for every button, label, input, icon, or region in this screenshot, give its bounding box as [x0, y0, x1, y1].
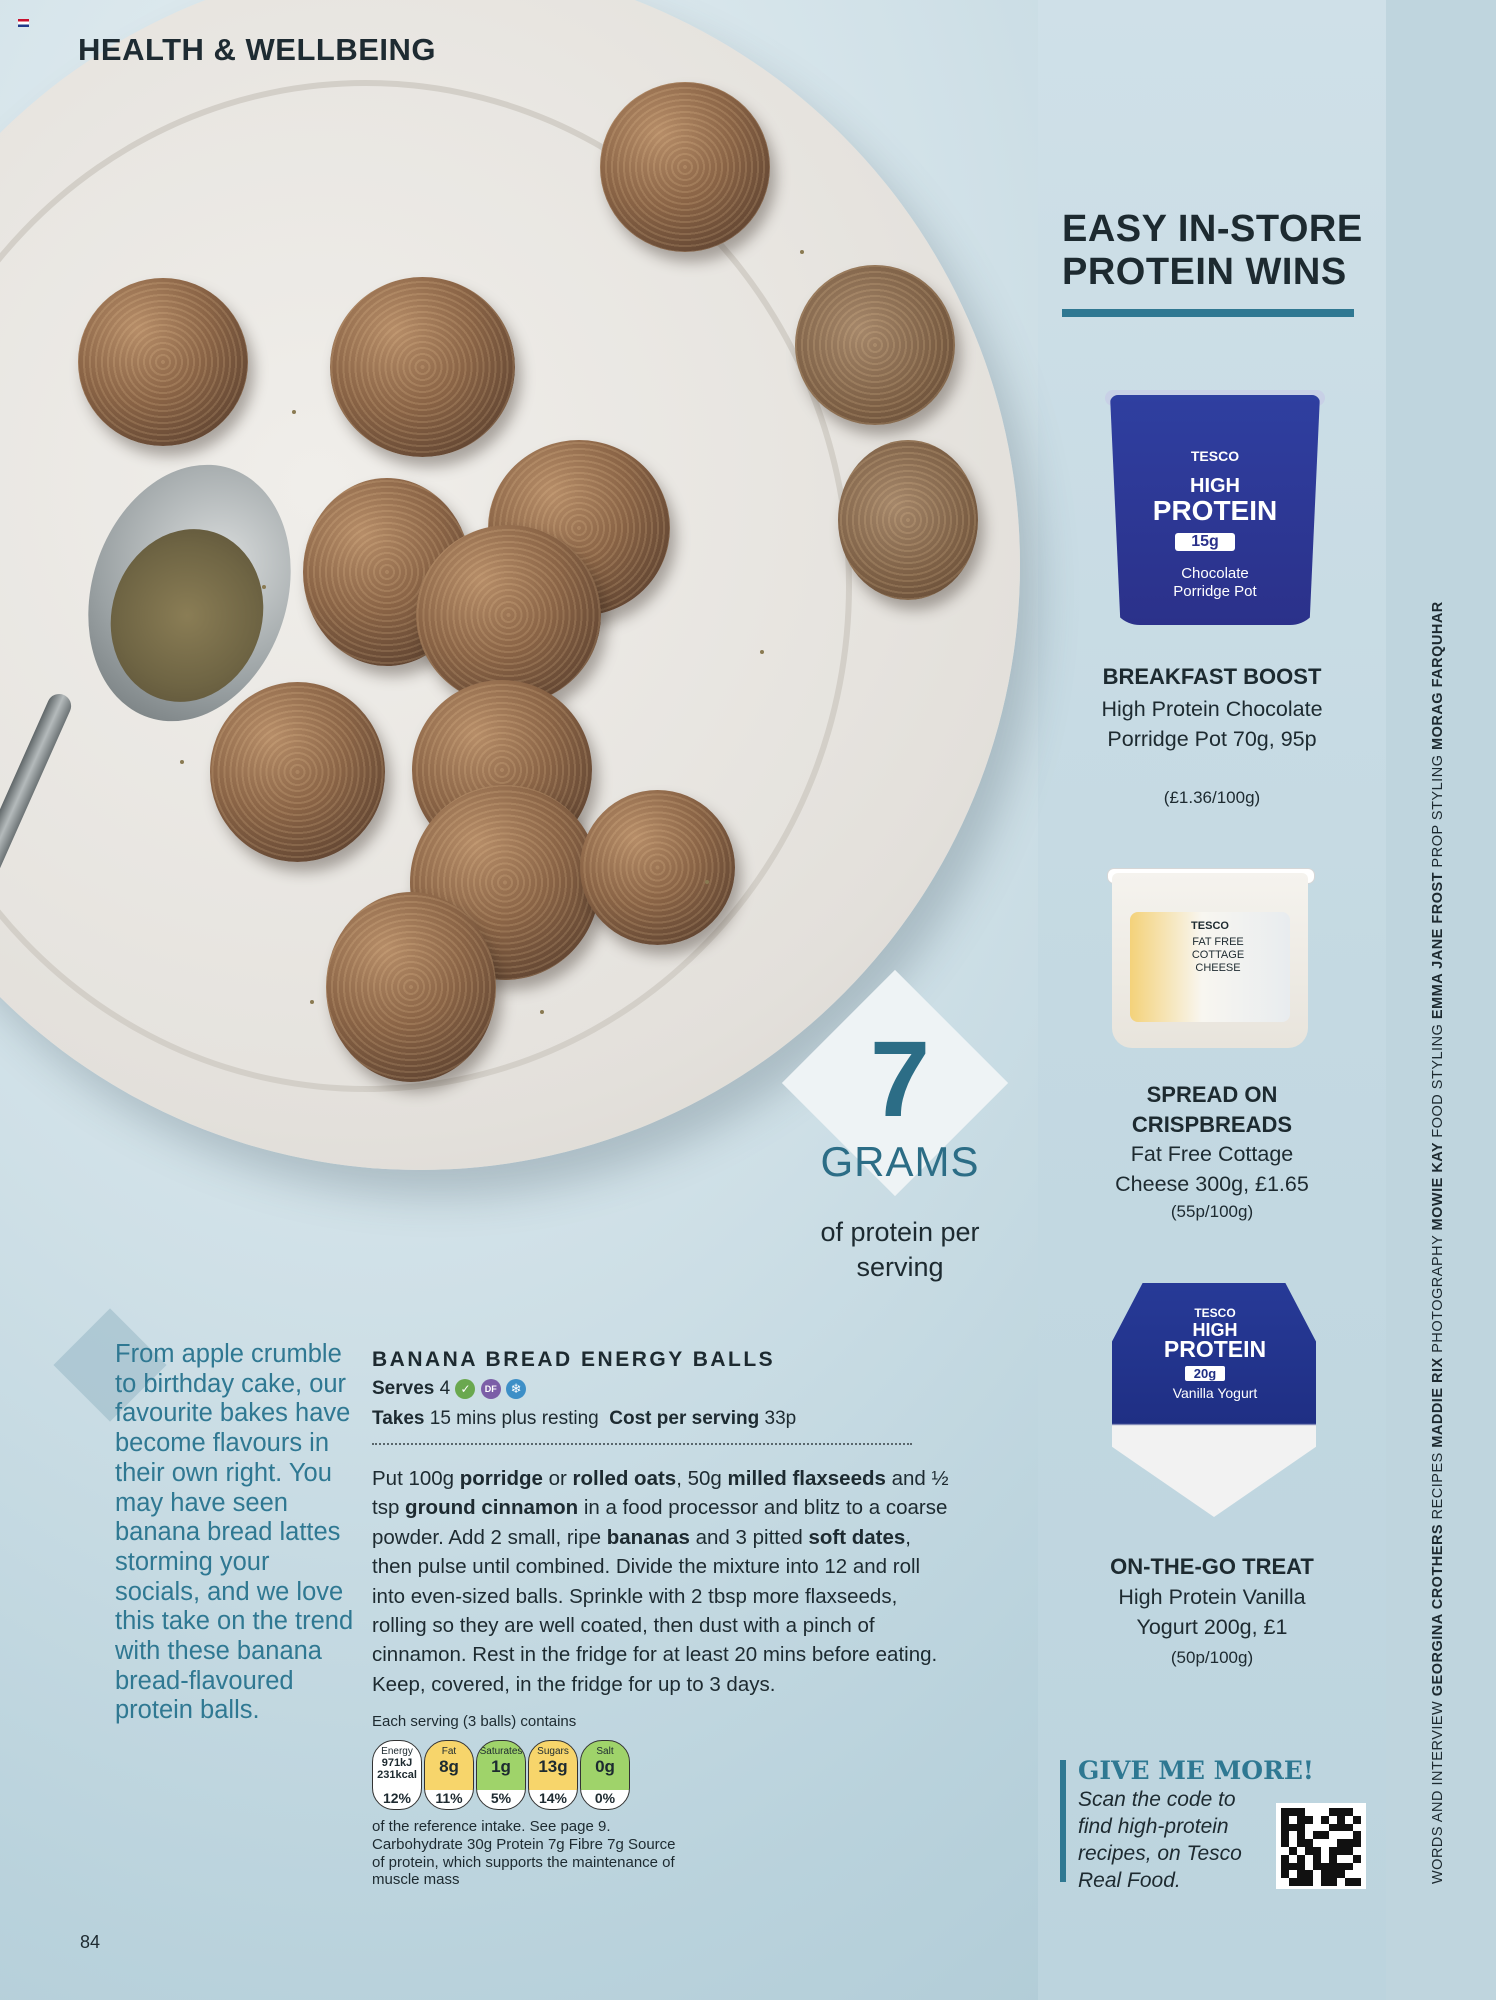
qr-module [1313, 1824, 1321, 1832]
pack-line1: HIGH [1192, 1320, 1238, 1340]
nutrition-label: Sugars [537, 1746, 569, 1757]
qr-module [1353, 1839, 1361, 1847]
more-title: GIVE ME MORE! [1078, 1756, 1314, 1785]
qr-module [1321, 1816, 1329, 1824]
energy-ball [600, 82, 770, 252]
qr-module [1281, 1863, 1289, 1871]
qr-code-pattern [1281, 1808, 1361, 1886]
qr-module [1329, 1824, 1337, 1832]
method-text: in a food processor and blitz to a coarse powder. Add 2 small, ripe [372, 1496, 948, 1549]
qr-module [1321, 1863, 1329, 1871]
energy-ball [78, 278, 248, 446]
qr-module [1353, 1816, 1361, 1824]
credit-role: FOOD STYLING [1430, 1019, 1446, 1138]
product-unit-price: (55p/100g) [1170, 1202, 1254, 1221]
page-number: 84 [80, 1932, 101, 1952]
qr-module [1321, 1870, 1329, 1878]
product-heading: BREAKFAST BOOST [1102, 664, 1322, 689]
qr-module [1353, 1863, 1361, 1871]
qr-module [1281, 1839, 1289, 1847]
more-accent-bar [1060, 1760, 1066, 1882]
method-text: Put 100g [372, 1467, 460, 1490]
pack-brand: TESCO [1190, 448, 1240, 464]
product-description: Fat Free Cottage Cheese 300g, £1.65 [1115, 1142, 1309, 1196]
qr-module [1297, 1839, 1305, 1847]
credit-role: WORDS AND INTERVIEW [1430, 1696, 1446, 1884]
qr-module [1321, 1831, 1329, 1839]
nutrition-percent: 12% [382, 1790, 412, 1806]
sidebar-title-rule [1062, 309, 1354, 317]
qr-module [1353, 1847, 1361, 1855]
nutrition-value: 0g [595, 1757, 615, 1776]
takes-value: 15 mins plus resting [429, 1408, 599, 1429]
nutrition-saturates [476, 1740, 526, 1810]
qr-module [1337, 1816, 1345, 1824]
nutrition-percent: 0% [594, 1790, 616, 1806]
intro-text: From apple crumble to birthday cake, our favourite bakes have become flavours in their own right. You may have seen banana bread lattes storming your socials, and we love this take on the trend with these banana bread-flavoured protein balls. [115, 1340, 354, 1725]
serves-label: Serves [372, 1378, 435, 1399]
product-heading: ON-THE-GO TREAT [1110, 1554, 1314, 1579]
qr-module [1289, 1878, 1297, 1886]
qr-module [1329, 1831, 1337, 1839]
recipe-divider [372, 1443, 912, 1445]
nutrition-traffic-lights [372, 1740, 632, 1810]
qr-module [1337, 1847, 1345, 1855]
qr-module [1313, 1863, 1321, 1871]
qr-module [1353, 1808, 1361, 1816]
nutrition-label: Saturates [479, 1746, 523, 1757]
qr-module [1281, 1816, 1289, 1824]
ingredient: bananas [606, 1525, 690, 1549]
qr-module [1337, 1855, 1345, 1863]
recipe-time-cost [372, 1408, 796, 1430]
qr-module [1289, 1855, 1297, 1863]
credit-role: PROP STYLING [1430, 750, 1446, 868]
ingredient: porridge [459, 1467, 543, 1490]
cost-value: 33p [764, 1408, 797, 1429]
qr-module [1337, 1863, 1345, 1871]
nutrition-percent: 11% [435, 1790, 463, 1806]
qr-module [1337, 1824, 1345, 1832]
qr-module [1329, 1839, 1337, 1847]
nutrition-value: 13g [538, 1757, 568, 1776]
qr-module [1305, 1863, 1313, 1871]
pack-line2: PROTEIN [1163, 1336, 1267, 1362]
energy-ball [210, 682, 385, 862]
qr-module [1297, 1816, 1305, 1824]
product-unit-price: (£1.36/100g) [1163, 788, 1261, 807]
qr-module [1313, 1816, 1321, 1824]
qr-module [1289, 1808, 1297, 1816]
qr-module [1345, 1878, 1353, 1886]
crumb [262, 585, 266, 589]
product-heading-line1: SPREAD ON [1146, 1082, 1278, 1107]
qr-module [1305, 1847, 1313, 1855]
qr-module [1329, 1863, 1337, 1871]
pack-flavour: Chocolate Porridge Pot [1173, 565, 1257, 600]
qr-module [1345, 1808, 1353, 1816]
qr-module [1337, 1808, 1345, 1816]
crumb [705, 880, 709, 884]
pack-brand: TESCO [1191, 920, 1229, 932]
qr-module [1345, 1839, 1353, 1847]
product-description: High Protein Vanilla Yogurt 200g, £1 [1118, 1585, 1306, 1639]
qr-module [1289, 1863, 1297, 1871]
crumb [760, 650, 764, 654]
nutrition-fat [424, 1740, 474, 1810]
qr-module [1289, 1870, 1297, 1878]
recipe-title: BANANA BREAD ENERGY BALLS [372, 1348, 776, 1371]
qr-module [1329, 1878, 1337, 1886]
energy-ball-halved [838, 440, 978, 600]
credit-role: RECIPES [1430, 1447, 1446, 1520]
ingredient: soft dates [808, 1525, 906, 1549]
qr-module [1305, 1878, 1313, 1886]
qr-module [1305, 1870, 1313, 1878]
qr-module [1305, 1816, 1313, 1824]
qr-module [1305, 1808, 1313, 1816]
qr-module [1337, 1878, 1345, 1886]
pack-protein-badge: 20g [1185, 1366, 1225, 1381]
qr-module [1353, 1878, 1361, 1886]
qr-module [1297, 1824, 1305, 1832]
qr-module [1305, 1855, 1313, 1863]
qr-module [1345, 1831, 1353, 1839]
qr-module [1345, 1816, 1353, 1824]
method-text: and ½ tsp [372, 1467, 949, 1520]
method-text: and 3 pitted [689, 1525, 809, 1549]
qr-module [1337, 1839, 1345, 1847]
qr-module [1305, 1831, 1313, 1839]
pack-flavour: Vanilla Yogurt [1172, 1385, 1258, 1401]
crumb [310, 1000, 314, 1004]
qr-module [1353, 1855, 1361, 1863]
nutrition-label: Energy [381, 1746, 413, 1757]
pack-line1: HIGH [1190, 475, 1240, 497]
more-text: Scan the code to find high-protein recipes, on Tesco Real Food. [1078, 1788, 1242, 1892]
energy-ball-halved [795, 265, 955, 425]
qr-module [1321, 1878, 1329, 1886]
qr-module [1305, 1824, 1313, 1832]
sidebar-title-line2: PROTEIN WINS [1062, 251, 1347, 293]
vegetarian-icon: ✓ [455, 1379, 475, 1399]
recipe-serves [372, 1378, 526, 1400]
product-description: High Protein Chocolate Porridge Pot 70g, 95p [1101, 697, 1323, 751]
qr-module [1353, 1870, 1361, 1878]
product-unit-price: (50p/100g) [1170, 1648, 1254, 1667]
nutrition-energy [372, 1740, 422, 1810]
qr-module [1297, 1878, 1305, 1886]
qr-module [1281, 1870, 1289, 1878]
qr-module [1353, 1824, 1361, 1832]
qr-module [1329, 1808, 1337, 1816]
recipe-method [372, 1464, 952, 1699]
qr-module [1337, 1831, 1345, 1839]
sidebar-title [1062, 208, 1363, 294]
qr-module [1281, 1808, 1289, 1816]
takes-label: Takes [372, 1408, 425, 1429]
qr-module [1313, 1855, 1321, 1863]
nutrition-sugars [528, 1740, 578, 1810]
pack-name: FAT FREE COTTAGE CHEESE [1191, 936, 1245, 974]
credit-name: EMMA JANE FROST [1430, 867, 1446, 1020]
pack-protein-badge: 15g [1175, 533, 1235, 551]
flag-icon [18, 19, 29, 27]
qr-code[interactable] [1276, 1803, 1366, 1889]
energy-ball [416, 525, 601, 705]
qr-module [1313, 1870, 1321, 1878]
qr-module [1345, 1847, 1353, 1855]
qr-module [1289, 1847, 1297, 1855]
qr-module [1337, 1870, 1345, 1878]
qr-module [1297, 1863, 1305, 1871]
protein-callout-number: 7 [869, 1018, 931, 1139]
nutrition-label: Fat [441, 1746, 457, 1757]
nutrition-value: 1g [491, 1757, 511, 1776]
product-heading [1062, 1080, 1362, 1140]
qr-module [1321, 1824, 1329, 1832]
qr-module [1289, 1824, 1297, 1832]
pack-line2: PROTEIN [1152, 495, 1278, 526]
photo-credits [1430, 601, 1446, 1884]
crumb [540, 1010, 544, 1014]
nutrition-heading: Each serving (3 balls) contains [372, 1713, 577, 1730]
qr-module [1321, 1839, 1329, 1847]
ingredient: milled flaxseeds [727, 1467, 886, 1490]
crumb [292, 410, 296, 414]
qr-module [1281, 1831, 1289, 1839]
credit-name: MOWIE KAY [1430, 1137, 1446, 1231]
qr-module [1321, 1808, 1329, 1816]
qr-module [1345, 1870, 1353, 1878]
method-text: , 50g [676, 1467, 728, 1490]
qr-module [1329, 1847, 1337, 1855]
nutrition-percent: 14% [538, 1790, 568, 1806]
qr-module [1313, 1847, 1321, 1855]
qr-module [1305, 1839, 1313, 1847]
freezable-icon: ❄ [506, 1379, 526, 1399]
qr-module [1281, 1878, 1289, 1886]
qr-module [1329, 1870, 1337, 1878]
energy-ball [330, 277, 515, 457]
qr-module [1297, 1847, 1305, 1855]
qr-module [1281, 1824, 1289, 1832]
qr-module [1313, 1839, 1321, 1847]
qr-module [1321, 1855, 1329, 1863]
section-heading: HEALTH & WELLBEING [78, 32, 437, 67]
method-text: , then pulse until combined. Divide the mixture into 12 and roll into even-sized balls. Sprinkle with 2 tbsp more flaxseeds, rolling so they are well coated, then dust with a pinch of cinnamon. Rest in the fridge for at least 20 mins before eating. Keep, covered, in the fridge for up to 3 days. [372, 1525, 938, 1696]
qr-module [1329, 1855, 1337, 1863]
ingredient: rolled oats [572, 1467, 677, 1490]
credit-role: PHOTOGRAPHY [1430, 1230, 1446, 1353]
qr-module [1313, 1808, 1321, 1816]
qr-module [1313, 1878, 1321, 1886]
protein-callout-unit: GRAMS [820, 1138, 980, 1185]
qr-module [1345, 1863, 1353, 1871]
ingredient: ground cinnamon [405, 1496, 579, 1520]
method-text: or [542, 1467, 573, 1490]
energy-ball [580, 790, 735, 945]
credit-name: GEORGINA CROTHERS [1430, 1519, 1446, 1697]
serves-value: 4 [439, 1378, 451, 1399]
qr-module [1281, 1847, 1289, 1855]
qr-module [1353, 1831, 1361, 1839]
nutrition-salt [580, 1740, 630, 1810]
credit-name: MORAG FARQUHAR [1430, 601, 1446, 751]
nutrition-footer: of the reference intake. See page 9. Carbohydrate 30g Protein 7g Fibre 7g Source of protein, which supports the maintenance of muscle mass [372, 1818, 676, 1889]
sidebar-title-line1: EASY IN-STORE [1062, 208, 1363, 250]
credit-name: MADDIE RIX [1430, 1352, 1446, 1448]
qr-module [1345, 1855, 1353, 1863]
nutrition-value: 8g [439, 1757, 459, 1776]
qr-module [1297, 1870, 1305, 1878]
nutrition-percent: 5% [490, 1790, 512, 1806]
nutrition-label: Salt [596, 1746, 614, 1757]
qr-module [1297, 1808, 1305, 1816]
qr-module [1289, 1816, 1297, 1824]
qr-module [1329, 1816, 1337, 1824]
crumb [800, 250, 804, 254]
dairy-free-icon: DF [481, 1379, 501, 1399]
nutrition-value: 971kJ 231kcal [377, 1757, 417, 1781]
protein-callout-note: of protein per serving [820, 1217, 980, 1282]
qr-module [1313, 1831, 1321, 1839]
qr-module [1297, 1831, 1305, 1839]
cost-label: Cost per serving [609, 1408, 760, 1429]
qr-module [1289, 1839, 1297, 1847]
qr-module [1345, 1824, 1353, 1832]
energy-ball [326, 892, 496, 1082]
qr-module [1321, 1847, 1329, 1855]
qr-module [1297, 1855, 1305, 1863]
product-heading-line2: CRISPBREADS [1131, 1112, 1293, 1137]
qr-module [1289, 1831, 1297, 1839]
crumb [180, 760, 184, 764]
pack-brand: TESCO [1194, 1306, 1236, 1320]
qr-module [1281, 1855, 1289, 1863]
